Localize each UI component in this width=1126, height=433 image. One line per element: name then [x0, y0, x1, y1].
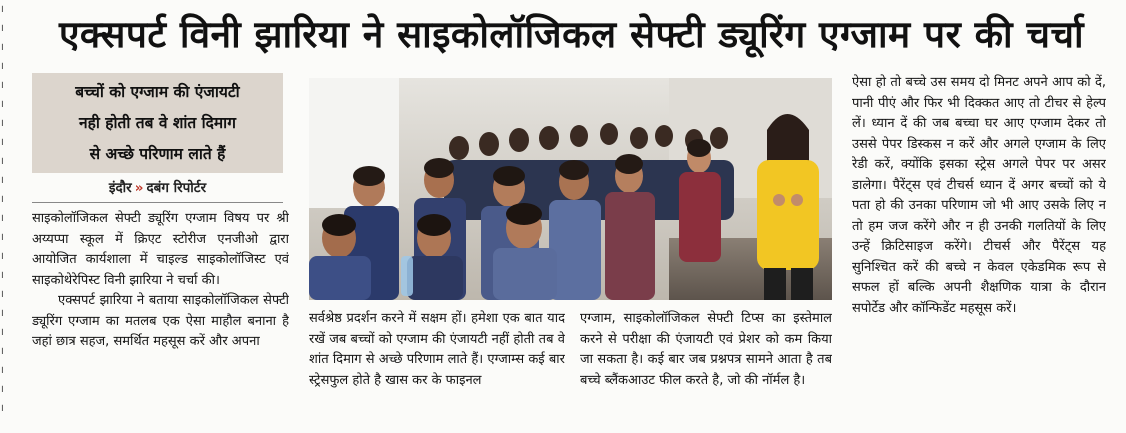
- article-paragraph: एक्सपर्ट झारिया ने बताया साइकोलॉजिकल सेफ्टी ड्यूरिंग एग्जाम का मतलब एक ऐसा माहौल बनाना है जहां छात्र सहज, समर्थित महसूस करें और अपना: [32, 293, 289, 349]
- article-paragraph: साइकोलॉजिकल सेफ्टी ड्यूरिंग एग्जाम विषय पर श्री अय्यप्पा स्कूल में क्रिएट स्टोरीज एनजीओ द्वारा आयोजित कार्यशाला में चाइल्ड साइकोलॉजिस्ट एवं साइकोथेरेपिस्ट विनी झारिया ने चर्चा की।: [32, 211, 289, 288]
- article-paragraph: ऐसा हो तो बच्चे उस समय दो मिनट अपने आप को दें, पानी पीएं और फिर भी दिक्कत आए तो टीचर से हेल्प लें। ध्यान दें की जब बच्चा घर आए एग्जाम देकर तो उससे पेपर डिस्कस न करें और अगले एग्जाम के लिए रेडी करें, क्योंकि इसका स्ट्रेस अगले पेपर पर असर डालेगा। पैरेंट्स एवं टीचर्स ध्यान दें अगर बच्चों को ये पता हो की उनका परिणाम जो भी आए उसके लिए न तो हम जज करेंगे और न ही उनकी गलतियों के लिए उन्हें क्रिटिसाइज करेंगे। टीचर्स और पैरेंट्स यह सुनिश्चित करें की बच्चे न केवल एकेडमिक रूप से सफल हों बल्कि अपनी शैक्षणिक यात्रा के दौरान सपोर्टेड और कॉन्फिडेंट महसूस करें।: [852, 75, 1106, 316]
- classroom-photo-illustration: [309, 78, 832, 300]
- byline: [32, 178, 283, 198]
- article-column-2: [309, 309, 565, 431]
- headline: एक्सपर्ट विनी झारिया ने साइकोलॉजिकल सेफ्टी ड्यूरिंग एग्जाम पर की चर्चा: [58, 13, 1085, 56]
- article-paragraph: सर्वश्रेष्ठ प्रदर्शन करने में सक्षम हों। हमेशा एक बात याद रखें जब बच्चों को एग्जाम की एंजायटी नहीं होती तब वे शांत दिमाग से अच्छे परिणाम लाते हैं। एग्जाम्स कई बार स्ट्रेसफुल होते है खास कर के फाइनल: [309, 311, 565, 388]
- article-column-4: [852, 73, 1106, 431]
- article-column-3: [580, 309, 832, 431]
- pull-quote-line: नही होती तब वे शांत दिमाग: [79, 113, 236, 132]
- article-paragraph: एग्जाम, साइकोलॉजिकल सेफ्टी टिप्स का इस्तेमाल करने से परीक्षा की एंजायटी एवं प्रेशर को कम किया जा सकता है। कई बार जब प्रश्नपत्र सामने आता है तब बच्चे ब्लैंकआउट फील करते है, जो की नॉर्मल है।: [580, 311, 832, 388]
- pull-quote-line: से अच्छे परिणाम लाते हैं: [89, 144, 226, 163]
- byline-divider: [32, 202, 283, 203]
- pull-quote-line: बच्चों को एग्जाम की एंजायटी: [75, 82, 240, 101]
- dateline: इंदौर: [108, 180, 132, 196]
- pull-quote-box: [32, 73, 283, 173]
- classroom-photo: [309, 78, 832, 300]
- reporter-name: दबंग रिपोर्टर: [146, 180, 207, 196]
- article-column-1: [32, 209, 289, 431]
- byline-separator: »: [134, 180, 144, 196]
- page-edge-marks: । । । । । । । । । । । । । । । । । । । । । ।: [0, 4, 4, 414]
